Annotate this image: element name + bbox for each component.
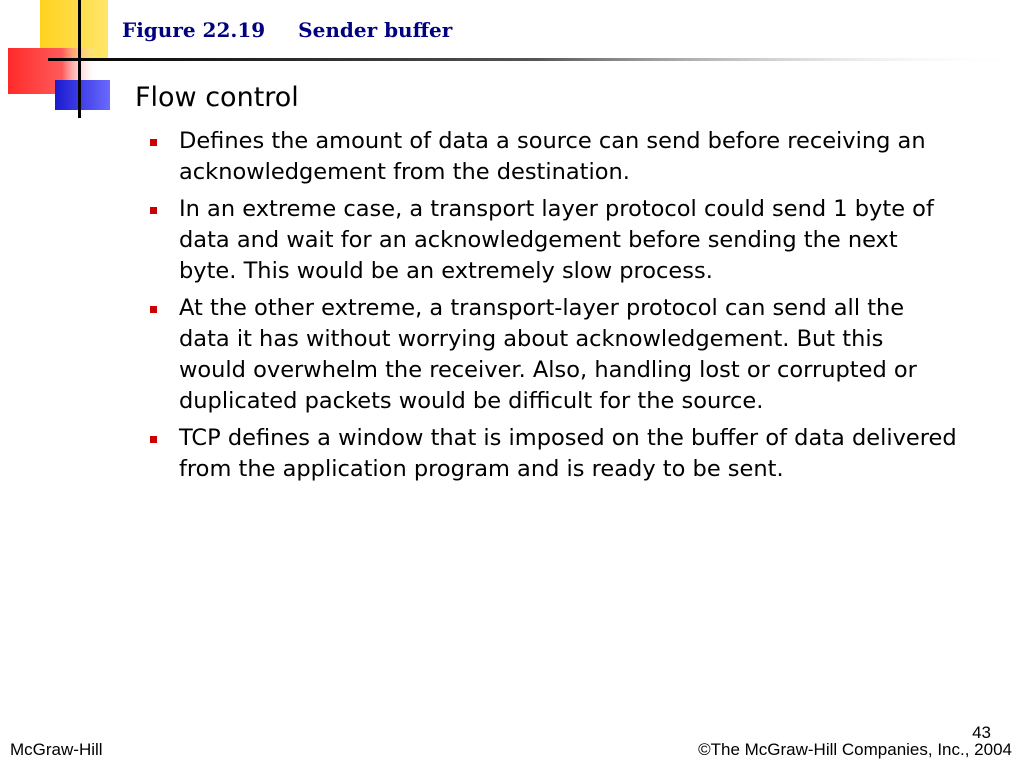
section-heading: Flow control — [135, 82, 299, 113]
deco-vertical-line — [78, 0, 81, 118]
deco-red-block — [8, 48, 98, 94]
footer-publisher: McGraw-Hill — [10, 740, 103, 759]
page-number: 43 — [972, 723, 991, 742]
bullet-item — [147, 194, 957, 287]
footer-copyright: ©The McGraw-Hill Companies, Inc., 2004 — [698, 740, 1012, 759]
slide-title — [122, 18, 452, 48]
bullet-text: At the other extreme, a transport-layer protocol can send all the data it has without worrying about acknowledgement. But this would overwhelm the receiver. Also, handling lost or corrupted or duplicated packets would be difficult for the source. — [179, 295, 917, 414]
bullet-item — [147, 293, 957, 417]
bullet-square-icon — [150, 306, 157, 313]
bullet-text: Defines the amount of data a source can send before receiving an acknowledgement from the destination. — [179, 128, 926, 185]
deco-blue-block — [55, 80, 110, 110]
bullet-square-icon — [150, 436, 157, 443]
bullet-text: TCP defines a window that is imposed on the buffer of data delivered from the application program and is ready to be sent. — [179, 425, 957, 482]
bullet-item — [147, 126, 957, 188]
bullet-square-icon — [150, 139, 157, 146]
figure-label: Figure 22.19 — [122, 18, 266, 42]
deco-yellow-block — [40, 0, 108, 60]
deco-horizontal-line — [48, 58, 1024, 61]
figure-title: Sender buffer — [298, 18, 453, 42]
bullet-list — [147, 126, 957, 491]
bullet-square-icon — [150, 207, 157, 214]
bullet-item — [147, 423, 957, 485]
bullet-text: In an extreme case, a transport layer protocol could send 1 byte of data and wait for an acknowledgement before sending the next byte. This would be an extremely slow process. — [179, 196, 934, 284]
